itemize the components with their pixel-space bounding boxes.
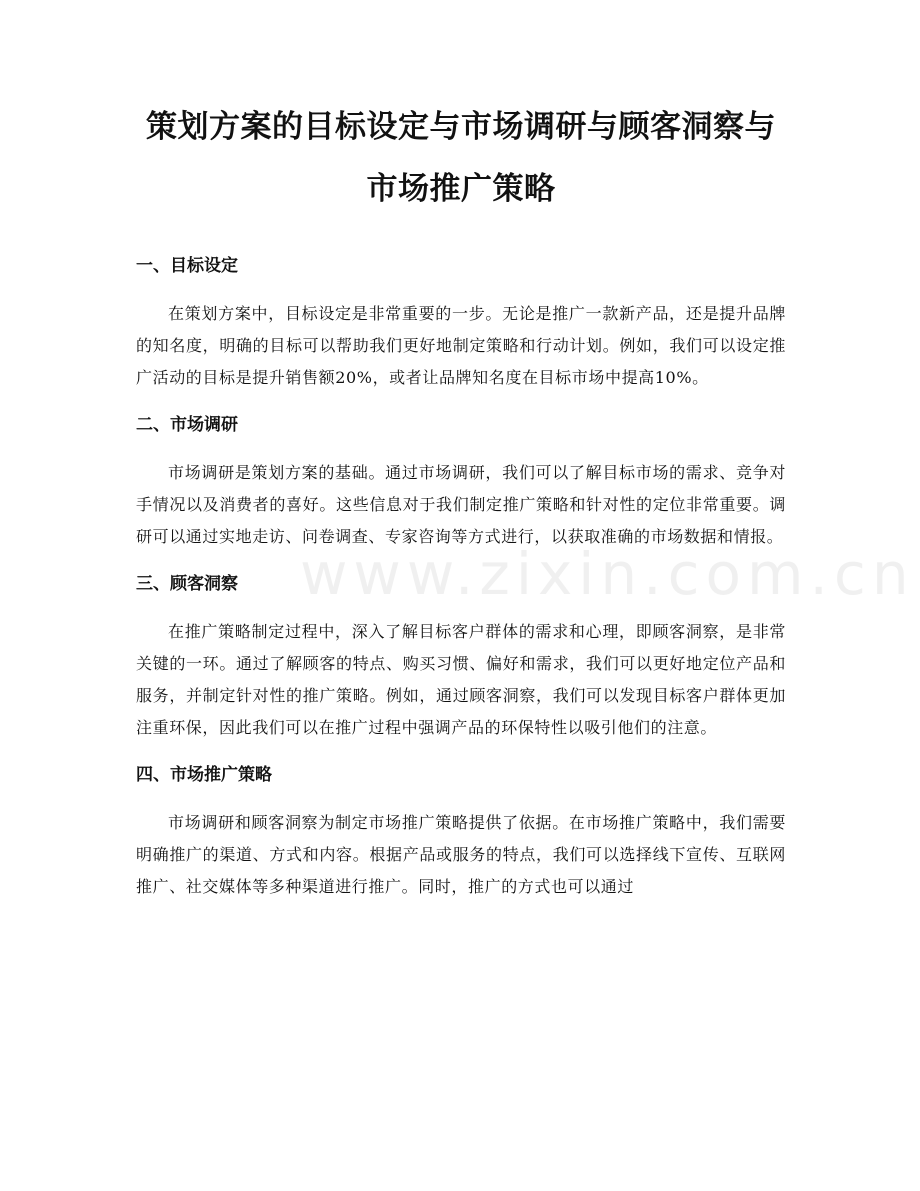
section-heading-customer-insight: 三、顾客洞察 <box>136 574 238 594</box>
section-heading-market-research: 二、市场调研 <box>136 415 238 435</box>
section-paragraph-customer-insight: 在推广策略制定过程中，深入了解目标客户群体的需求和心理，即顾客洞察，是非常关键的一环。通过了解顾客的特点、购买习惯、偏好和需求，我们可以更好地定位产品和服务，并制定针对性的推广策略。例如，通过顾客洞察，我们可以发现目标客户群体更加注重环保，因此我们可以在推广过程中强调产品的环保特性以吸引他们的注意。 <box>136 622 786 737</box>
document-title: 策划方案的目标设定与市场调研与顾客洞察与市场推广策略 <box>146 109 776 207</box>
watermark-text: www.zixin.com.cn <box>300 540 915 608</box>
section-heading-goal-setting: 一、目标设定 <box>136 256 238 276</box>
section-paragraph-goal-setting: 在策划方案中，目标设定是非常重要的一步。无论是推广一款新产品，还是提升品牌的知名度，明确的目标可以帮助我们更好地制定策略和行动计划。例如，我们可以设定推广活动的目标是提升销售额20%，或者让品牌知名度在目标市场中提高10%。 <box>136 304 786 387</box>
section-heading-marketing-strategy: 四、市场推广策略 <box>136 765 272 785</box>
section-paragraph-marketing-strategy: 市场调研和顾客洞察为制定市场推广策略提供了依据。在市场推广策略中，我们需要明确推广的渠道、方式和内容。根据产品或服务的特点，我们可以选择线下宣传、互联网推广、社交媒体等多种渠道进行推广。同时，推广的方式也可以通过 <box>136 813 786 896</box>
section-paragraph-market-research: 市场调研是策划方案的基础。通过市场调研，我们可以了解目标市场的需求、竞争对手情况以及消费者的喜好。这些信息对于我们制定推广策略和针对性的定位非常重要。调研可以通过实地走访、问卷调查、专家咨询等方式进行，以获取准确的市场数据和情报。 <box>136 463 786 546</box>
